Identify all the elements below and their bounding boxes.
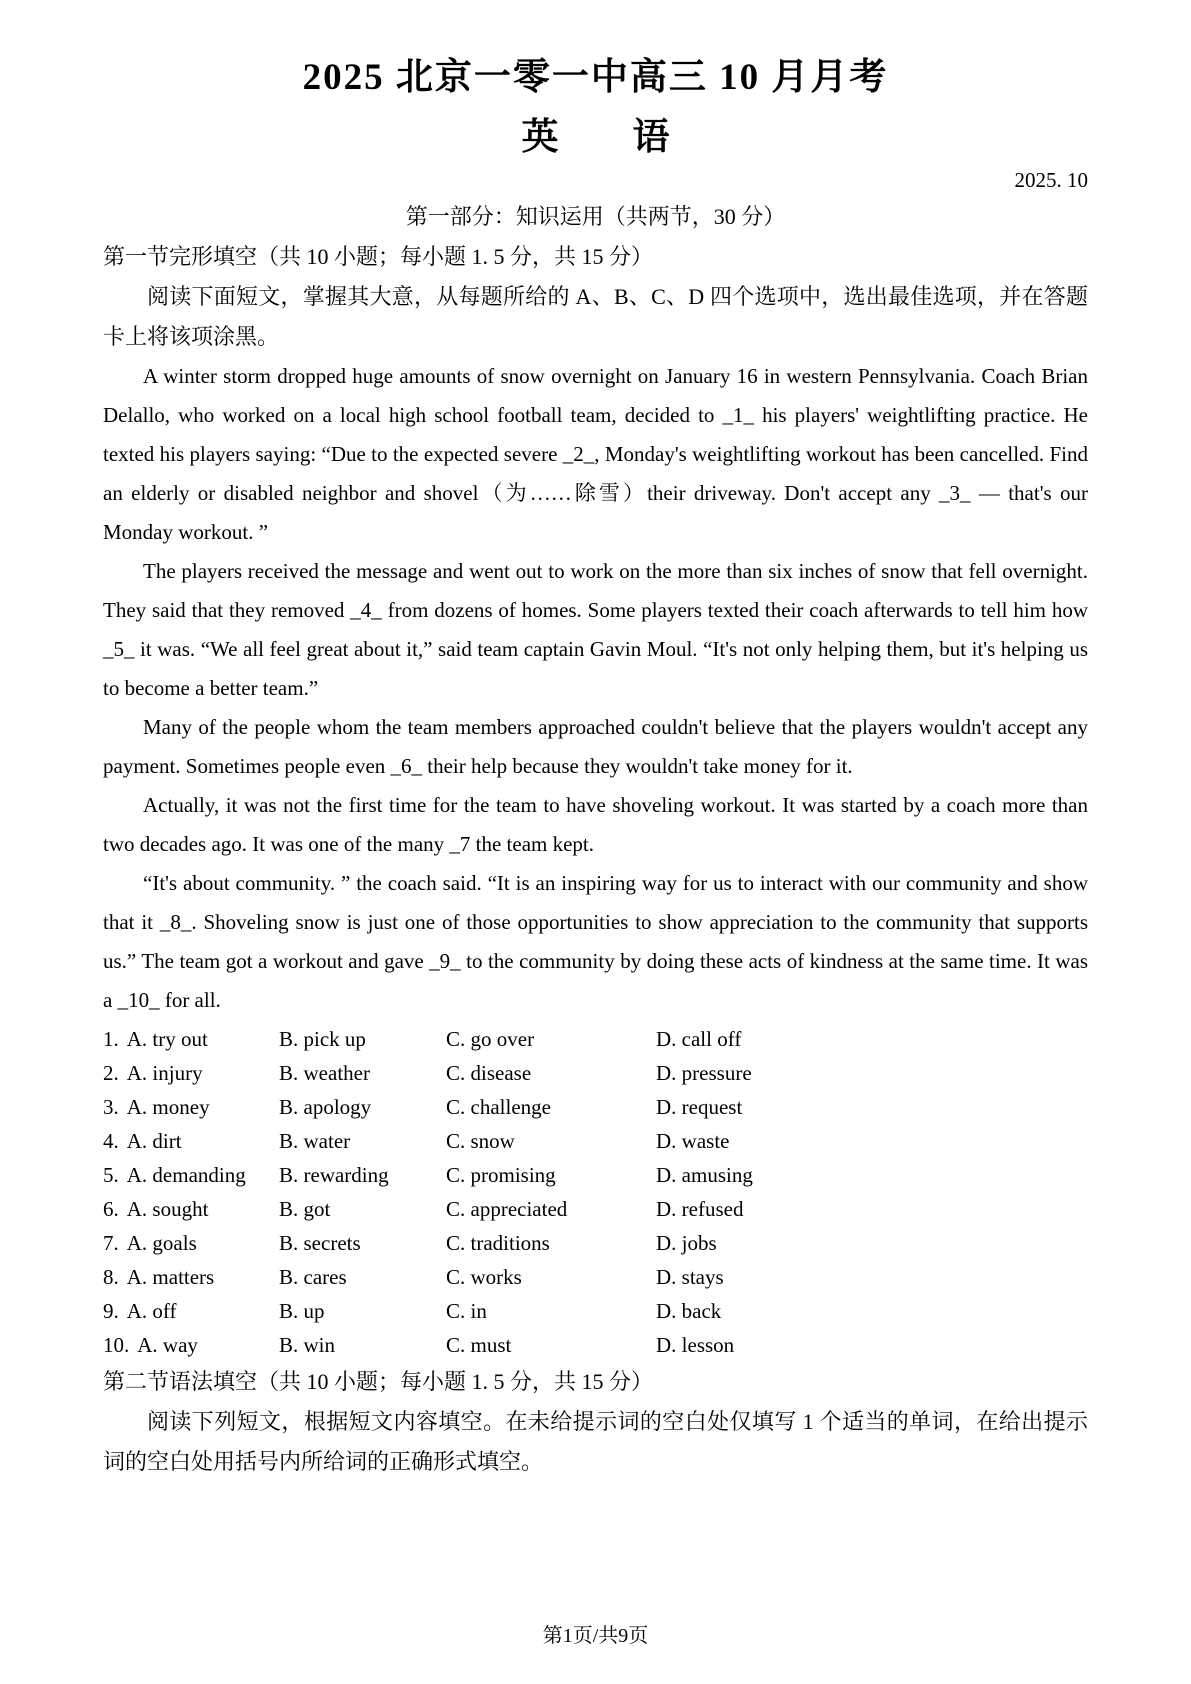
option-a: A. injury bbox=[126, 1060, 203, 1085]
option-a: A. money bbox=[126, 1094, 210, 1119]
option-c: C. snow bbox=[446, 1128, 515, 1153]
option-a: A. way bbox=[137, 1332, 198, 1357]
question-number: 6. bbox=[103, 1196, 119, 1221]
question-row bbox=[103, 1124, 1088, 1158]
section2-heading: 第二节语法填空（共 10 小题；每小题 1. 5 分，共 15 分） bbox=[103, 1368, 654, 1394]
option-d: D. request bbox=[656, 1094, 743, 1119]
option-c: C. disease bbox=[446, 1060, 532, 1085]
option-a-cell bbox=[103, 1294, 279, 1328]
option-d: D. stays bbox=[656, 1264, 724, 1289]
question-row bbox=[103, 1294, 1088, 1328]
question-row bbox=[103, 1158, 1088, 1192]
option-a: A. demanding bbox=[126, 1162, 246, 1187]
passage-paragraph-3: Many of the people whom the team members approached couldn't believe that the players wouldn't accept any payment. Sometimes people even _6_ their help because they wouldn't take money for it. bbox=[103, 714, 1088, 778]
option-d: D. call off bbox=[656, 1026, 742, 1051]
option-a-cell bbox=[103, 1192, 279, 1226]
option-a-cell bbox=[103, 1328, 279, 1362]
passage-paragraph-2: The players received the message and went out to work on the more than six inches of snow that fell overnight. They said that they removed _4_ from dozens of homes. Some players texted their coach afterwards to tell him how _5_ it was. “We all feel great about it,” said team captain Gavin Moul. “It's not only helping them, but it's helping us to become a better team.” bbox=[103, 558, 1088, 700]
question-number: 9. bbox=[103, 1298, 119, 1323]
option-a-cell bbox=[103, 1260, 279, 1294]
part1-heading: 第一部分：知识运用（共两节，30 分） bbox=[405, 203, 786, 229]
question-number: 1. bbox=[103, 1026, 119, 1051]
option-b: B. rewarding bbox=[279, 1162, 389, 1187]
option-b: B. up bbox=[279, 1298, 325, 1323]
option-c: C. traditions bbox=[446, 1230, 550, 1255]
cloze-options-table bbox=[103, 1022, 1088, 1362]
option-a: A. sought bbox=[126, 1196, 209, 1221]
question-number: 3. bbox=[103, 1094, 119, 1119]
option-b: B. win bbox=[279, 1332, 336, 1357]
option-a: A. off bbox=[126, 1298, 177, 1323]
question-row bbox=[103, 1226, 1088, 1260]
option-c: C. go over bbox=[446, 1026, 535, 1051]
question-number: 7. bbox=[103, 1230, 119, 1255]
option-b: B. got bbox=[279, 1196, 331, 1221]
question-row bbox=[103, 1192, 1088, 1226]
option-b: B. pick up bbox=[279, 1026, 366, 1051]
option-a-cell bbox=[103, 1226, 279, 1260]
option-c: C. challenge bbox=[446, 1094, 551, 1119]
question-number: 10. bbox=[103, 1332, 130, 1357]
option-a: A. dirt bbox=[126, 1128, 182, 1153]
question-row bbox=[103, 1090, 1088, 1124]
passage-paragraph-4: Actually, it was not the first time for the team to have shoveling workout. It was started by a coach more than two decades ago. It was one of the many _7 the team kept. bbox=[103, 792, 1088, 856]
passage-paragraph-1: A winter storm dropped huge amounts of snow overnight on January 16 in western Pennsylvania. Coach Brian Delallo, who worked on a local high school football team, decided to _1_ his players' weightlifting practice. He texted his players saying: “Due to the expected severe _2_, Monday's weightlifting workout has been cancelled. Find an elderly or disabled neighbor and shovel（为……除雪）their driveway. Don't accept any _3_ — that's our Monday workout. ” bbox=[103, 363, 1088, 544]
option-b: B. secrets bbox=[279, 1230, 361, 1255]
option-a: A. try out bbox=[126, 1026, 208, 1051]
option-b: B. cares bbox=[279, 1264, 347, 1289]
option-d: D. jobs bbox=[656, 1230, 717, 1255]
option-d: D. back bbox=[656, 1298, 722, 1323]
question-row bbox=[103, 1328, 1088, 1362]
option-c: C. works bbox=[446, 1264, 522, 1289]
option-a: A. matters bbox=[126, 1264, 215, 1289]
option-a-cell bbox=[103, 1158, 279, 1192]
option-b: B. apology bbox=[279, 1094, 372, 1119]
option-b: B. weather bbox=[279, 1060, 370, 1085]
option-a-cell bbox=[103, 1124, 279, 1158]
option-d: D. pressure bbox=[656, 1060, 752, 1085]
question-number: 4. bbox=[103, 1128, 119, 1153]
option-c: C. promising bbox=[446, 1162, 556, 1187]
question-row bbox=[103, 1022, 1088, 1056]
question-number: 5. bbox=[103, 1162, 119, 1187]
option-c: C. appreciated bbox=[446, 1196, 568, 1221]
option-c: C. in bbox=[446, 1298, 487, 1323]
option-c: C. must bbox=[446, 1332, 512, 1357]
section1-instructions: 阅读下面短文，掌握其大意，从每题所给的 A、B、C、D 四个选项中，选出最佳选项，并在答题卡上将该项涂黑。 bbox=[103, 283, 1088, 349]
exam-title: 2025 北京一零一中高三 10 月月考 bbox=[302, 57, 889, 98]
option-a-cell bbox=[103, 1056, 279, 1090]
option-d: D. refused bbox=[656, 1196, 744, 1221]
option-b: B. water bbox=[279, 1128, 351, 1153]
option-d: D. waste bbox=[656, 1128, 730, 1153]
question-number: 8. bbox=[103, 1264, 119, 1289]
option-d: D. amusing bbox=[656, 1162, 753, 1187]
option-a-cell bbox=[103, 1022, 279, 1056]
option-a: A. goals bbox=[126, 1230, 197, 1255]
section1-heading: 第一节完形填空（共 10 小题；每小题 1. 5 分，共 15 分） bbox=[103, 243, 654, 269]
option-a-cell bbox=[103, 1090, 279, 1124]
option-d: D. lesson bbox=[656, 1332, 735, 1357]
question-number: 2. bbox=[103, 1060, 119, 1085]
exam-date: 2025. 10 bbox=[1014, 167, 1088, 192]
exam-subject: 英 语 bbox=[521, 117, 670, 159]
question-row bbox=[103, 1056, 1088, 1090]
question-row bbox=[103, 1260, 1088, 1294]
section2-instructions: 阅读下列短文，根据短文内容填空。在未给提示词的空白处仅填写 1 个适当的单词，在给出提示词的空白处用括号内所给词的正确形式填空。 bbox=[103, 1408, 1088, 1474]
page-number: 第1页/共9页 bbox=[542, 1625, 649, 1647]
passage-paragraph-5: “It's about community. ” the coach said. “It is an inspiring way for us to interact with our community and show that it _8_. Shoveling snow is just one of those opportunities to show appreciation to the community that supports us.” The team got a workout and gave _9_ to the community by doing these acts of kindness at the same time. It was a _10_ for all. bbox=[103, 870, 1088, 1012]
